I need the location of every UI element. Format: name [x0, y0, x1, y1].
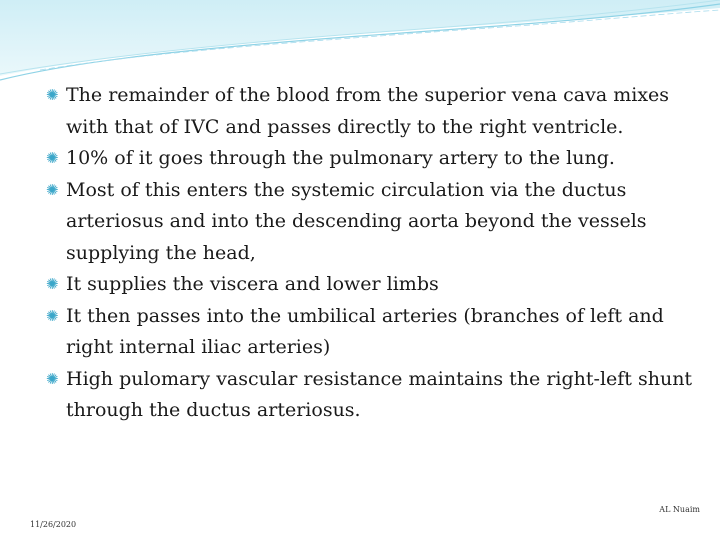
bullet-text: It supplies the viscera and lower limbs	[66, 273, 439, 295]
swirl-bullet-icon: ✺	[46, 86, 59, 104]
bullet-text: High pulomary vascular resistance maintains the right-left shunt through the ductus arteriosus.	[66, 367, 693, 421]
footer-date: 11/26/2020	[30, 520, 77, 529]
swirl-bullet-icon: ✺	[46, 306, 59, 325]
bullet-item	[46, 80, 706, 143]
bullet-item	[46, 364, 706, 427]
bullet-item	[46, 175, 706, 270]
swirl-bullet-icon: ✺	[46, 369, 59, 388]
bullet-list	[46, 80, 706, 427]
header-wave-decoration	[0, 0, 720, 90]
bullet-item	[46, 269, 706, 301]
swirl-bullet-icon: ✺	[46, 149, 59, 167]
swirl-bullet-icon: ✺	[46, 180, 59, 199]
bullet-item	[46, 143, 706, 175]
bullet-text: The remainder of the blood from the superior vena cava mixes with that of IVC and passes directly to the right ventricle.	[66, 84, 670, 138]
footer-author: AL Nuaim	[659, 505, 700, 514]
bullet-text: It then passes into the umbilical arteries (branches of left and right internal iliac arteries)	[66, 304, 664, 358]
swirl-bullet-icon: ✺	[46, 275, 59, 293]
bullet-text: 10% of it goes through the pulmonary artery to the lung.	[66, 147, 615, 169]
bullet-item	[46, 301, 706, 364]
bullet-text: Most of this enters the systemic circulation via the ductus arteriosus and into the descending aorta beyond the vessels supplying the head,	[66, 178, 647, 264]
